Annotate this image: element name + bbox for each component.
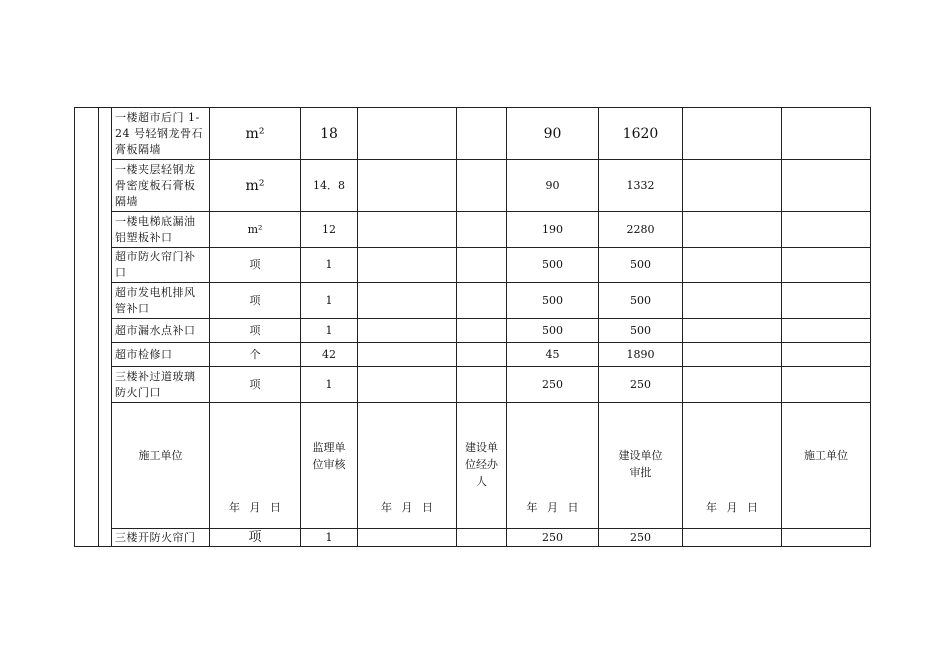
item-total: 2280 [599,212,683,248]
empty-cell [457,248,507,283]
empty-cell [358,248,457,283]
empty-cell [683,529,782,547]
item-qty: 42 [301,343,358,367]
table-row [75,160,871,212]
item-total: 500 [599,248,683,283]
empty-cell [683,343,782,367]
item-unit: 项 [210,319,301,343]
supervision-review-cell [301,403,358,529]
item-total: 250 [599,529,683,547]
empty-cell [358,367,457,403]
item-price: 45 [507,343,599,367]
empty-cell [457,212,507,248]
empty-cell [683,283,782,319]
empty-cell [457,529,507,547]
item-unit: 项 [210,248,301,283]
item-price: 500 [507,283,599,319]
item-unit: 项 [210,283,301,319]
empty-cell [683,248,782,283]
table-row [75,343,871,367]
table-row [75,212,871,248]
side-margin-cell [75,108,99,547]
supervision-date-cell [358,403,457,529]
item-name: 一楼电梯底漏油铝塑板补口 [112,212,210,248]
construction-unit-2-cell [782,403,871,529]
owner-handler-label: 建设单位经办人 [465,441,498,488]
item-qty: 1 [301,367,358,403]
item-qty: 1 [301,319,358,343]
item-name: 超市检修口 [112,343,210,367]
empty-cell [782,343,871,367]
construction-unit-cell [112,403,210,529]
item-total: 500 [599,319,683,343]
item-price: 190 [507,212,599,248]
empty-cell [782,108,871,160]
item-name: 超市漏水点补口 [112,319,210,343]
item-price: 250 [507,367,599,403]
empty-cell [358,212,457,248]
empty-cell [457,283,507,319]
empty-cell [358,160,457,212]
date-label: 年 月 日 [526,501,579,514]
table-row [75,108,871,160]
table-row [75,529,871,547]
item-unit: m² [210,212,301,248]
empty-cell [782,367,871,403]
table-row [75,283,871,319]
owner-handler-date-cell [507,403,599,529]
item-qty: 18 [301,108,358,160]
item-qty: 1 [301,283,358,319]
item-name: 三楼补过道玻璃防火门口 [112,367,210,403]
empty-cell [457,319,507,343]
empty-cell [782,319,871,343]
empty-cell [457,367,507,403]
supervision-review-label: 监理单位审核 [312,441,346,471]
signature-row [75,403,871,529]
date-label: 年 月 日 [706,501,758,514]
construction-unit-label: 施工单位 [138,449,183,462]
empty-cell [358,319,457,343]
item-qty: 12 [301,212,358,248]
item-unit: 项 [210,367,301,403]
item-name: 超市防火帘门补口 [112,248,210,283]
item-total: 250 [599,367,683,403]
item-price: 500 [507,319,599,343]
owner-approval-label: 建设单位审批 [618,449,663,479]
item-unit: 项 [210,529,301,547]
item-name: 超市发电机排风管补口 [112,283,210,319]
owner-approval-date-cell [683,403,782,529]
item-name: 三楼开防火帘门 [112,529,210,547]
date-label: 年 月 日 [381,501,433,514]
item-name: 一楼夹层轻钢龙骨密度板石膏板隔墙 [112,160,210,212]
empty-cell [358,343,457,367]
owner-approval-cell [599,403,683,529]
item-price: 90 [507,108,599,160]
empty-cell [782,160,871,212]
empty-cell [457,160,507,212]
item-total: 500 [599,283,683,319]
item-price: 90 [507,160,599,212]
side-index-cell [99,108,112,547]
empty-cell [683,160,782,212]
empty-cell [358,529,457,547]
item-name: 一楼超市后门 1-24 号轻钢龙骨石膏板隔墙 [112,108,210,160]
empty-cell [683,367,782,403]
empty-cell [457,343,507,367]
item-qty: 1 [301,248,358,283]
item-total: 1890 [599,343,683,367]
empty-cell [683,212,782,248]
empty-cell [457,108,507,160]
item-qty: 14．8 [301,160,358,212]
owner-handler-cell [457,403,507,529]
empty-cell [782,212,871,248]
empty-cell [358,108,457,160]
item-unit: 个 [210,343,301,367]
item-total: 1332 [599,160,683,212]
table-row [75,248,871,283]
item-total: 1620 [599,108,683,160]
quantity-table [74,107,871,547]
construction-unit-2-label: 施工单位 [804,449,848,462]
empty-cell [782,248,871,283]
item-price: 500 [507,248,599,283]
date-label: 年 月 日 [229,501,281,514]
empty-cell [782,529,871,547]
empty-cell [683,319,782,343]
construction-date-cell [210,403,301,529]
empty-cell [683,108,782,160]
item-qty: 1 [301,529,358,547]
empty-cell [358,283,457,319]
empty-cell [782,283,871,319]
item-unit: m² [210,160,301,212]
table-row [75,367,871,403]
table-row [75,319,871,343]
item-unit: m² [210,108,301,160]
item-price: 250 [507,529,599,547]
